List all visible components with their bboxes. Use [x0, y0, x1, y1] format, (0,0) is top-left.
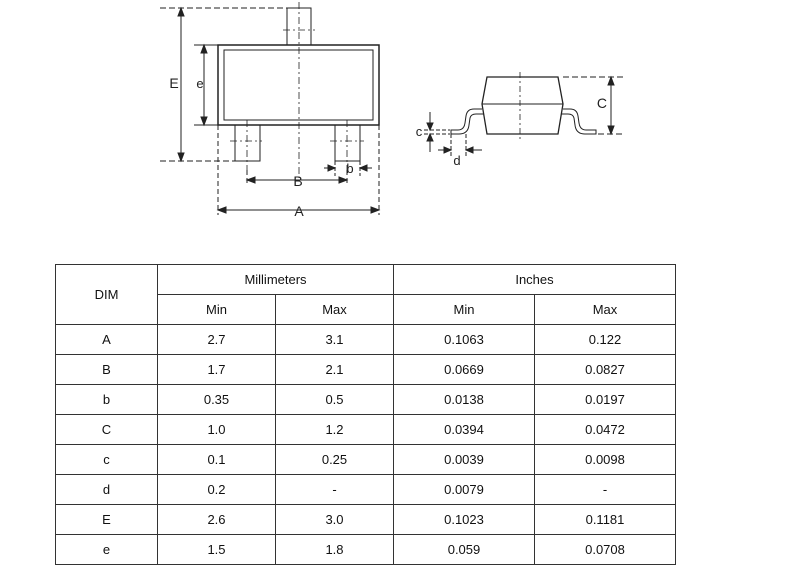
label-C: C: [596, 95, 607, 111]
cell-in-min: 0.1023: [394, 505, 535, 535]
subheader-mm-max: Max: [276, 295, 394, 325]
cell-in-max: 0.0827: [535, 355, 676, 385]
cell-in-min: 0.0079: [394, 475, 535, 505]
table-row: [56, 505, 676, 535]
package-body-inner: [224, 50, 373, 120]
subheader-mm-min: Min: [158, 295, 276, 325]
cell-dim: A: [56, 325, 158, 355]
cell-mm-min: 2.6: [158, 505, 276, 535]
header-dim: DIM: [56, 265, 158, 325]
subheader-in-max: Max: [535, 295, 676, 325]
cell-mm-max: 1.8: [276, 535, 394, 565]
label-d: d: [453, 153, 461, 168]
cell-in-min: 0.1063: [394, 325, 535, 355]
cell-dim: c: [56, 445, 158, 475]
header-millimeters: Millimeters: [158, 265, 394, 295]
package-body-outer: [218, 45, 379, 125]
cell-mm-max: 0.25: [276, 445, 394, 475]
cell-in-max: 0.0708: [535, 535, 676, 565]
cell-mm-max: 0.5: [276, 385, 394, 415]
table-row: [56, 355, 676, 385]
cell-mm-min: 1.5: [158, 535, 276, 565]
dimensions-table: [55, 264, 676, 565]
left-lead: [451, 109, 484, 134]
cell-mm-min: 2.7: [158, 325, 276, 355]
cell-mm-min: 0.35: [158, 385, 276, 415]
side-view: [416, 72, 625, 168]
package-outline-drawing: [0, 0, 790, 240]
cell-in-min: 0.0669: [394, 355, 535, 385]
table-row: [56, 445, 676, 475]
cell-dim: C: [56, 415, 158, 445]
cell-in-min: 0.059: [394, 535, 535, 565]
cell-mm-min: 0.1: [158, 445, 276, 475]
label-b: b: [346, 161, 354, 176]
cell-mm-max: 3.0: [276, 505, 394, 535]
dim-C: [563, 77, 625, 134]
label-B: B: [293, 173, 303, 189]
table-row: [56, 385, 676, 415]
cell-mm-max: 2.1: [276, 355, 394, 385]
table-row: [56, 475, 676, 505]
top-view: [160, 2, 379, 219]
cell-in-max: 0.122: [535, 325, 676, 355]
label-e: e: [196, 76, 204, 91]
subheader-in-min: Min: [394, 295, 535, 325]
bottom-right-pin: [335, 125, 360, 161]
cell-in-min: 0.0138: [394, 385, 535, 415]
cell-dim: e: [56, 535, 158, 565]
bottom-left-pin: [235, 125, 260, 161]
cell-in-max: 0.0197: [535, 385, 676, 415]
cell-mm-max: 1.2: [276, 415, 394, 445]
side-body: [482, 77, 563, 134]
dim-A: [218, 125, 379, 215]
cell-dim: b: [56, 385, 158, 415]
table-row: [56, 415, 676, 445]
cell-in-min: 0.0394: [394, 415, 535, 445]
cell-mm-max: -: [276, 475, 394, 505]
cell-dim: E: [56, 505, 158, 535]
header-inches: Inches: [394, 265, 676, 295]
cell-in-min: 0.0039: [394, 445, 535, 475]
dim-c: [424, 112, 450, 152]
cell-mm-min: 1.7: [158, 355, 276, 385]
right-lead: [561, 109, 596, 134]
table-row: [56, 325, 676, 355]
label-E: E: [169, 75, 179, 91]
cell-in-max: 0.1181: [535, 505, 676, 535]
label-c: c: [415, 124, 423, 139]
cell-in-max: 0.0098: [535, 445, 676, 475]
cell-in-max: -: [535, 475, 676, 505]
cell-mm-min: 0.2: [158, 475, 276, 505]
label-A: A: [294, 203, 304, 219]
cell-mm-min: 1.0: [158, 415, 276, 445]
cell-dim: d: [56, 475, 158, 505]
table-header-row: [56, 265, 676, 295]
cell-in-max: 0.0472: [535, 415, 676, 445]
cell-dim: B: [56, 355, 158, 385]
cell-mm-max: 3.1: [276, 325, 394, 355]
table-row: [56, 535, 676, 565]
